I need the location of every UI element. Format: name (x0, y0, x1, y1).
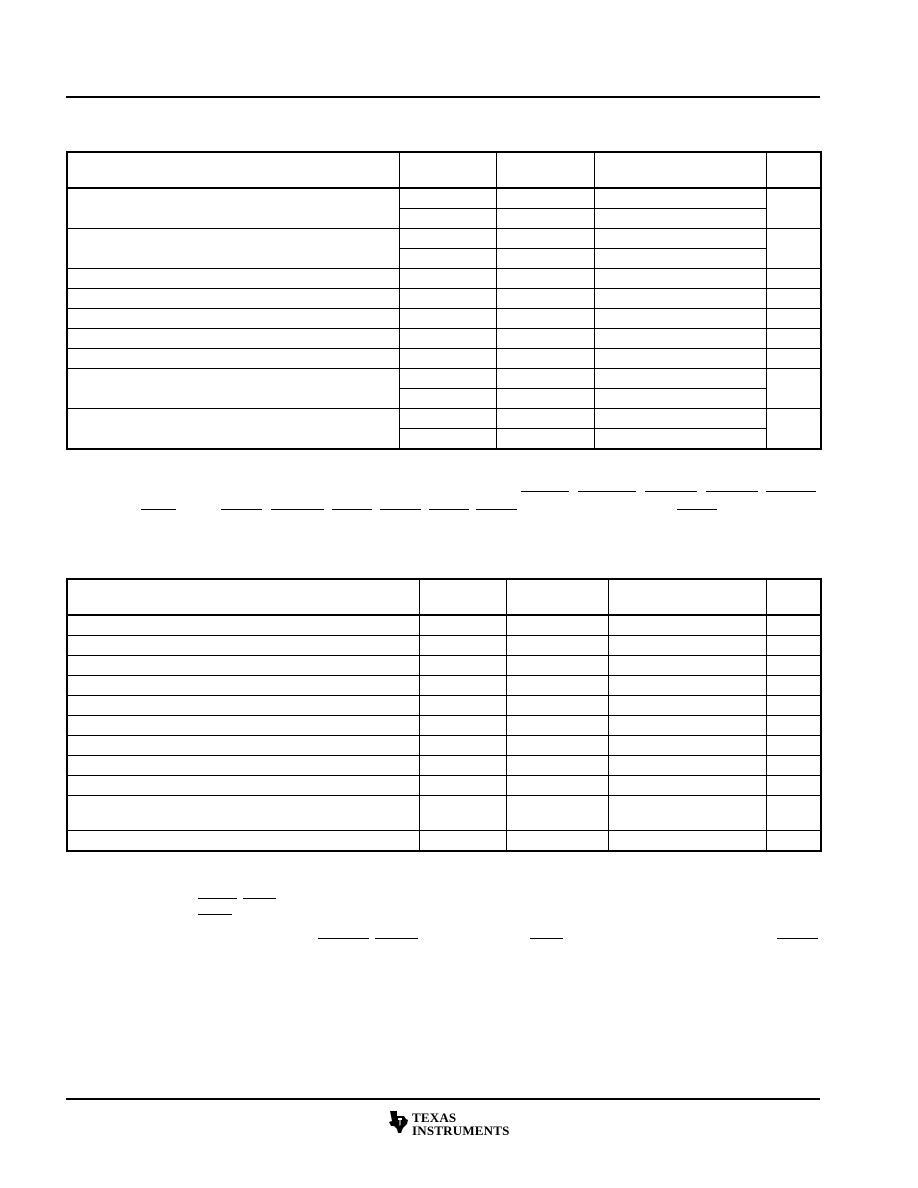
table-header-row (67, 579, 821, 615)
table-row (67, 656, 821, 676)
texas-state-icon (388, 1109, 410, 1135)
overline-mark (766, 491, 816, 492)
header-cell-parameter (67, 152, 400, 188)
header-cell-unit (766, 579, 821, 615)
header-cell-max (608, 579, 766, 615)
overline-mark (271, 509, 324, 510)
table-row (67, 696, 821, 716)
header-rule (66, 96, 820, 98)
overline-mark (221, 509, 262, 510)
header-cell-parameter (67, 579, 419, 615)
table-row (67, 329, 821, 349)
overline-mark (375, 938, 418, 939)
table-row (67, 776, 821, 796)
overline-mark (521, 491, 569, 492)
table-row (67, 229, 821, 249)
table-row (67, 615, 821, 636)
table-row (67, 409, 821, 429)
overline-mark (198, 898, 237, 899)
table-row (67, 349, 821, 369)
texas-instruments-logo (388, 1107, 510, 1147)
table-row (67, 756, 821, 776)
table-row (67, 676, 821, 696)
overline-mark (578, 491, 636, 492)
overline-mark (530, 938, 563, 939)
overline-mark (198, 914, 232, 915)
header-cell-symbol (419, 579, 506, 615)
table-row (67, 188, 821, 209)
overline-mark (243, 898, 276, 899)
table-row (67, 716, 821, 736)
footer-rule (66, 1098, 820, 1100)
table-row (67, 636, 821, 656)
overline-mark (476, 509, 517, 510)
overline-mark (141, 509, 176, 510)
logo-line-1: TEXAS (412, 1110, 457, 1125)
header-cell-min (506, 579, 608, 615)
header-cell-symbol (496, 152, 594, 188)
logo-line-2: INSTRUMENTS (412, 1123, 510, 1138)
table-row (67, 369, 821, 389)
overline-mark (380, 509, 421, 510)
overline-mark (777, 938, 818, 939)
overline-mark (677, 509, 717, 510)
overline-mark (706, 491, 758, 492)
spec-table-1 (66, 151, 822, 450)
spec-table-2 (66, 578, 822, 852)
table-row (67, 309, 821, 329)
table-row (67, 289, 821, 309)
logo-wordmark (412, 1111, 510, 1137)
table-row (67, 796, 821, 831)
table-header-row (67, 152, 821, 188)
overline-mark (645, 491, 697, 492)
header-cell-values (594, 152, 766, 188)
overline-mark (332, 509, 372, 510)
header-cell-unit (767, 152, 821, 188)
overline-mark (318, 938, 369, 939)
table-row (67, 269, 821, 289)
table-row (67, 831, 821, 852)
header-cell-test-conditions (400, 152, 496, 188)
table-row (67, 736, 821, 756)
overline-mark (429, 509, 469, 510)
